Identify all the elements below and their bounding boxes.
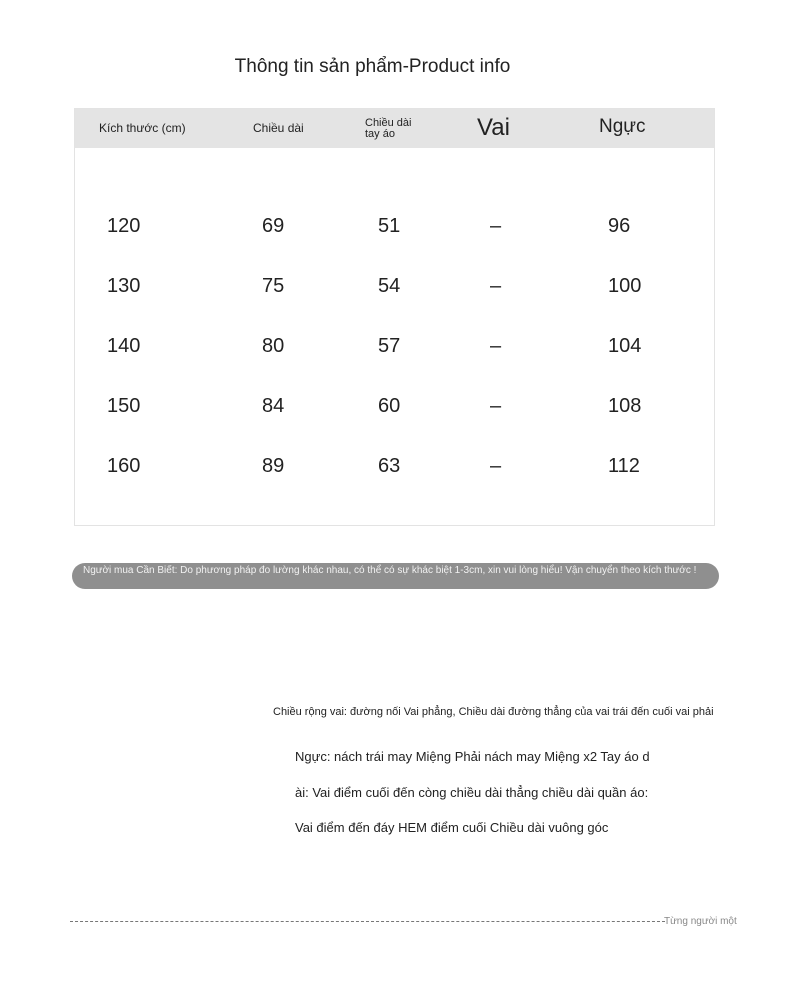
cell-length: 89 bbox=[262, 455, 285, 477]
cell-sleeve: 60 bbox=[378, 395, 401, 417]
cell-size: 150 bbox=[107, 395, 141, 417]
cell-sleeve: 54 bbox=[378, 275, 401, 297]
page-title: Thông tin sản phẩm-Product info bbox=[234, 56, 511, 77]
header-chest: Ngực bbox=[599, 116, 646, 137]
shoulder-width-note: Chiều rộng vai: đường nối Vai phẳng, Chiều dài đường thẳng của vai trái đến cuối vai phải bbox=[273, 706, 714, 718]
cell-shoulder: – bbox=[490, 455, 502, 477]
cell-sleeve: 63 bbox=[378, 455, 401, 477]
cell-shoulder: – bbox=[490, 215, 502, 237]
table-row bbox=[75, 275, 714, 305]
header-sleeve-length bbox=[365, 118, 425, 140]
header-shoulder: Vai bbox=[477, 114, 510, 141]
cell-size: 120 bbox=[107, 215, 141, 237]
cell-length: 80 bbox=[262, 335, 285, 357]
cell-sleeve: 57 bbox=[378, 335, 401, 357]
size-table bbox=[74, 108, 715, 526]
header-sleeve-line1: Chiều dài bbox=[365, 117, 412, 129]
table-row bbox=[75, 455, 714, 485]
table-row bbox=[75, 215, 714, 245]
cell-chest: 108 bbox=[608, 395, 642, 417]
cell-chest: 100 bbox=[608, 275, 642, 297]
table-row bbox=[75, 335, 714, 365]
table-header bbox=[75, 109, 714, 148]
cell-size: 130 bbox=[107, 275, 141, 297]
measurement-note-line1: Ngực: nách trái may Miệng Phải nách may Miệng x2 Tay áo d bbox=[295, 749, 650, 764]
dashed-divider bbox=[70, 921, 665, 922]
cell-shoulder: – bbox=[490, 395, 502, 417]
footer-label: Từng người một bbox=[664, 916, 737, 927]
buyer-notice-banner: Người mua Cần Biết: Do phương pháp đo lường khác nhau, có thể có sự khác biệt 1-3cm, xin vui lòng hiểu! Vận chuyển theo kích thước ! bbox=[72, 563, 719, 589]
cell-length: 75 bbox=[262, 275, 285, 297]
cell-shoulder: – bbox=[490, 335, 502, 357]
measurement-note-line3: Vai điểm đến đáy HEM điểm cuối Chiều dài vuông góc bbox=[295, 820, 609, 835]
cell-sleeve: 51 bbox=[378, 215, 401, 237]
header-length: Chiều dài bbox=[253, 121, 304, 135]
cell-chest: 104 bbox=[608, 335, 642, 357]
cell-chest: 112 bbox=[608, 455, 640, 477]
measurement-note-line2: ài: Vai điểm cuối đến còng chiều dài thẳng chiều dài quần áo: bbox=[295, 785, 649, 800]
header-sleeve-line2: tay áo bbox=[365, 128, 395, 140]
cell-shoulder: – bbox=[490, 275, 502, 297]
cell-size: 160 bbox=[107, 455, 141, 477]
cell-chest: 96 bbox=[608, 215, 631, 237]
table-row bbox=[75, 395, 714, 425]
cell-size: 140 bbox=[107, 335, 141, 357]
cell-length: 84 bbox=[262, 395, 285, 417]
cell-length: 69 bbox=[262, 215, 285, 237]
header-size: Kích thước (cm) bbox=[99, 121, 186, 135]
